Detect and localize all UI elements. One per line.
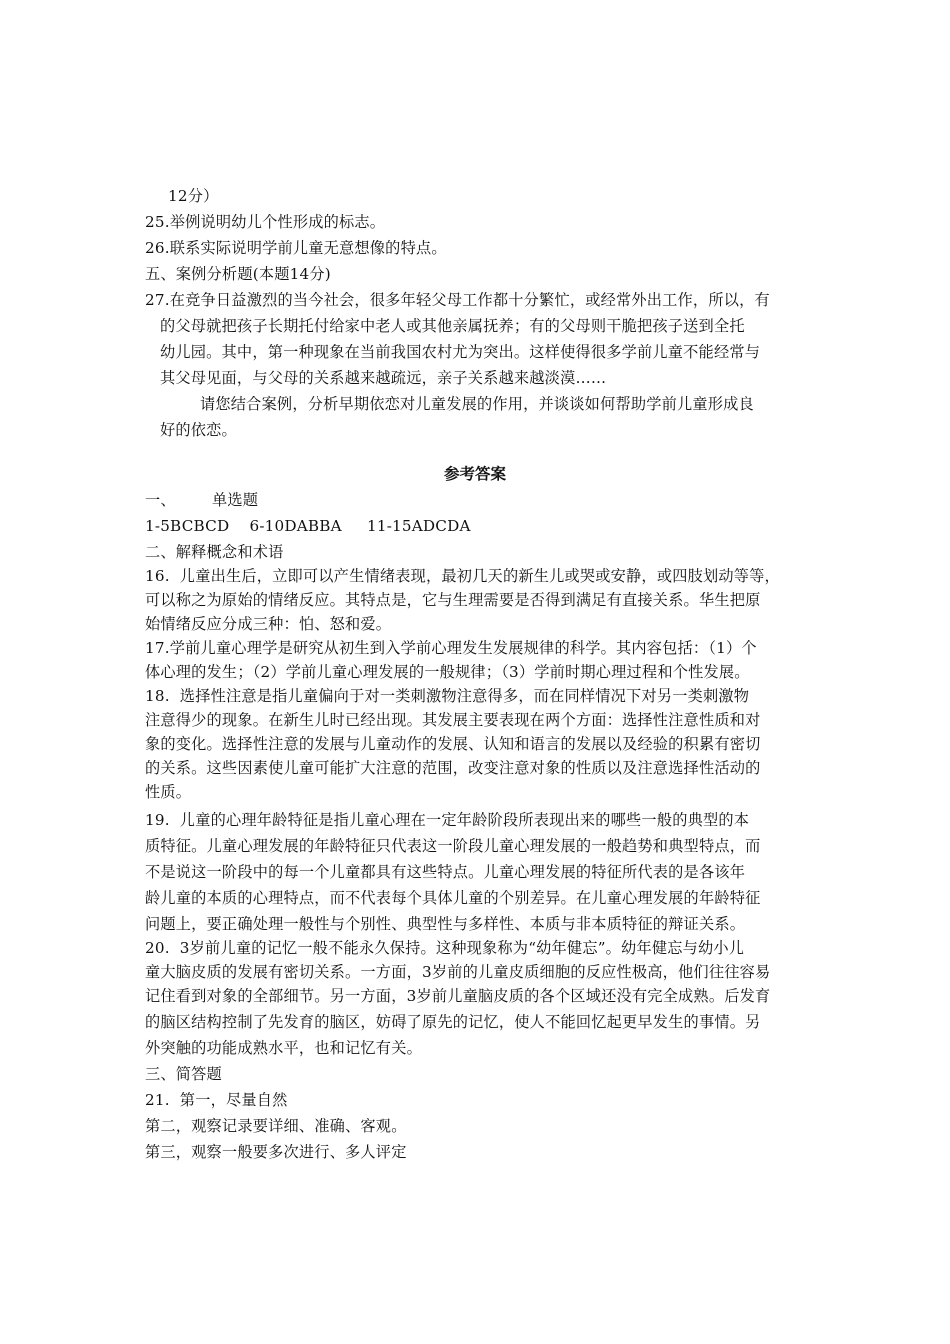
question-26: 26.联系实际说明学前儿童无意想像的特点。	[145, 239, 447, 257]
answer-19-line: 龄儿童的本质的心理特点，而不代表每个具体儿童的个别差异。在儿童心理发展的年龄特征	[145, 889, 761, 907]
answer-21-line: 21. 第一，尽量自然	[145, 1091, 288, 1109]
answer-19-line: 不是说这一阶段中的每一个儿童都具有这些特点。儿童心理发展的特征所代表的是各该年	[145, 863, 746, 881]
section-5-heading: 五、案例分析题(本题14分)	[145, 265, 331, 283]
answer-19-line: 19. 儿童的心理年龄特征是指儿童心理在一定年龄阶段所表现出来的哪些一般的典型的本	[145, 811, 750, 829]
answer-20-line: 外突触的功能成熟水平，也和记忆有关。	[145, 1039, 422, 1057]
mc-answers: 1-5BCBCD 6-10DABBA 11-15ADCDA	[145, 517, 471, 535]
answer-20-line: 记住看到对象的全部细节。另一方面，3岁前儿童脑皮质的各个区域还没有完全成熟。后发育	[145, 987, 771, 1005]
answer-21-line: 第二，观察记录要详细、准确、客观。	[145, 1117, 407, 1135]
question-27-line: 的父母就把孩子长期托付给家中老人或其他亲属抚养；有的父母则干脆把孩子送到全托	[160, 317, 745, 335]
answer-18-line: 18. 选择性注意是指儿童偏向于对一类刺激物注意得多，而在同样情况下对另一类刺激物	[145, 687, 750, 705]
answer-19-line: 质特征。儿童心理发展的年龄特征只代表这一阶段儿童心理发展的一般趋势和典型特点，而	[145, 837, 761, 855]
answer-key-title: 参考答案	[443, 465, 506, 483]
answer-20-line: 20. 3岁前儿童的记忆一般不能永久保持。这种现象称为“幼年健忘”。幼年健忘与幼小儿	[145, 939, 745, 957]
section-3-heading: 三、简答题	[145, 1065, 222, 1083]
answer-20-line: 童大脑皮质的发展有密切关系。一方面，3岁前的儿童皮质细胞的反应性极高，他们往往容易	[145, 963, 771, 981]
question-27-line: 27.在竞争日益激烈的当今社会，很多年轻父母工作都十分繁忙，或经常外出工作，所以，有	[145, 291, 770, 309]
answer-17-line: 体心理的发生；（2）学前儿童心理发展的一般规律；（3）学前时期心理过程和个性发展。	[145, 663, 750, 681]
q24-continuation: 12分）	[168, 187, 219, 205]
question-27-prompt: 好的依恋。	[160, 421, 237, 439]
answer-16-line: 16. 儿童出生后，立即可以产生情绪表现，最初几天的新生儿或哭或安静，或四肢划动等等，	[145, 567, 780, 585]
answer-20-line: 的脑区结构控制了先发育的脑区，妨碍了原先的记忆，使人不能回忆起更早发生的事情。另	[145, 1013, 761, 1031]
answer-19-line: 问题上，要正确处理一般性与个别性、典型性与多样性、本质与非本质特征的辩证关系。	[145, 915, 746, 933]
question-27-line: 幼儿园。其中，第一种现象在当前我国农村尤为突出。这样使得很多学前儿童不能经常与	[160, 343, 761, 361]
section-2-heading: 二、解释概念和术语	[145, 543, 284, 561]
section-1-number: 一、	[145, 491, 176, 509]
answer-18-line: 注意得少的现象。在新生儿时已经出现。其发展主要表现在两个方面：选择性注意性质和对	[145, 711, 761, 729]
section-1-label: 单选题	[212, 491, 259, 509]
answer-18-line: 的关系。这些因素使儿童可能扩大注意的范围，改变注意对象的性质以及注意选择性活动的	[145, 759, 761, 777]
answer-16-line: 始情绪反应分成三种：怕、怒和爱。	[145, 615, 392, 633]
answer-17-line: 17.学前儿童心理学是研究从初生到入学前心理发生发展规律的科学。其内容包括：（1）个	[145, 639, 757, 657]
question-27-line: 其父母见面，与父母的关系越来越疏远，亲子关系越来越淡漠……	[160, 369, 607, 387]
question-25: 25.举例说明幼儿个性形成的标志。	[145, 213, 386, 231]
answer-18-line: 象的变化。选择性注意的发展与儿童动作的发展、认知和语言的发展以及经验的积累有密切	[145, 735, 761, 753]
answer-16-line: 可以称之为原始的情绪反应。其特点是，它与生理需要是否得到满足有直接关系。华生把原	[145, 591, 761, 609]
question-27-prompt: 请您结合案例，分析早期依恋对儿童发展的作用，并谈谈如何帮助学前儿童形成良	[200, 395, 754, 413]
answer-18-line: 性质。	[145, 783, 192, 801]
answer-21-line: 第三，观察一般要多次进行、多人评定	[145, 1143, 407, 1161]
